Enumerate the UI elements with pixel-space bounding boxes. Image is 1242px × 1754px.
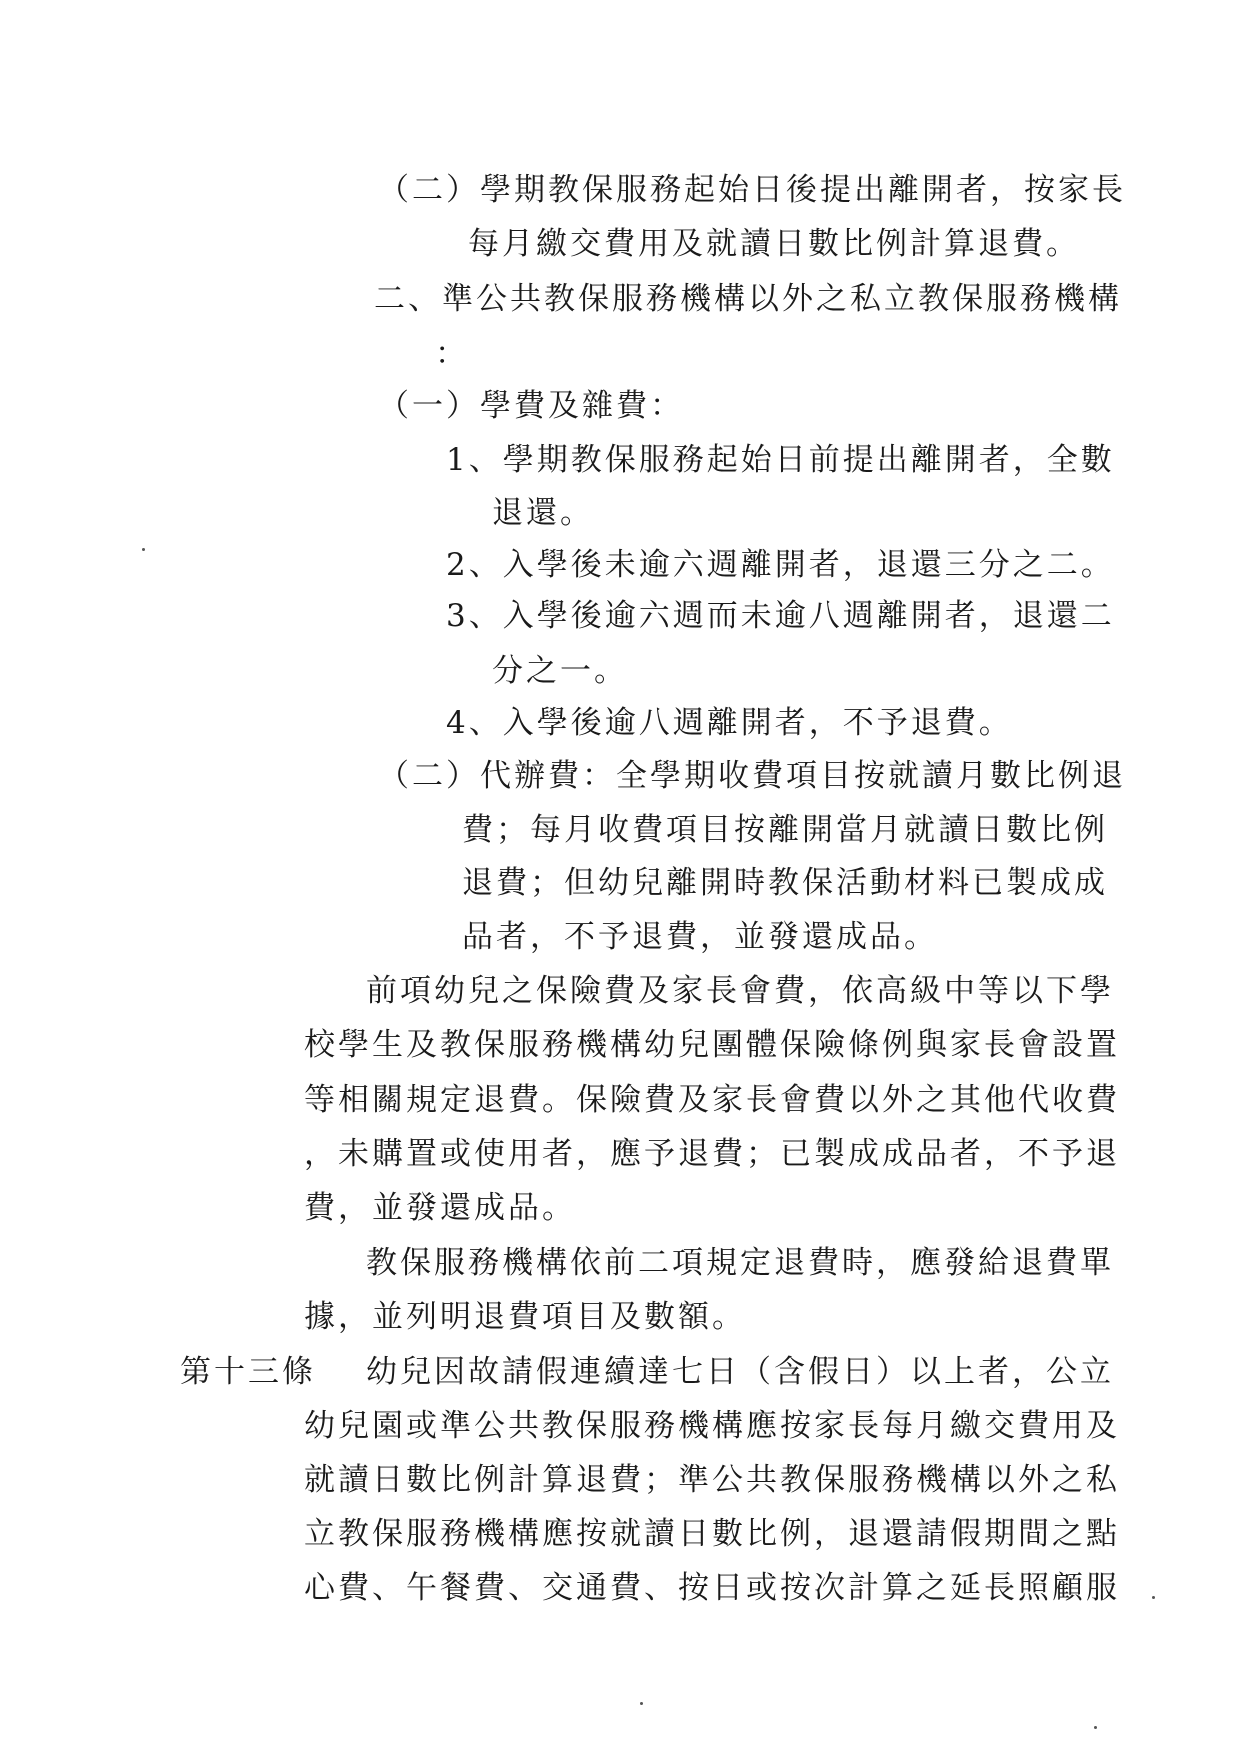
text-line: 幼兒因故請假連續達七日（含假日）以上者，公立: [366, 1354, 1114, 1390]
text-line: 校學生及教保服務機構幼兒團體保險條例與家長會設置: [304, 1027, 1120, 1063]
text-line: （二）學期教保服務起始日後提出離開者，按家長: [378, 172, 1126, 208]
scan-speck: [1152, 1596, 1155, 1599]
text-line: 每月繳交費用及就讀日數比例計算退費。: [468, 226, 1080, 262]
text-line: 退費；但幼兒離開時教保活動材料已製成成: [462, 865, 1108, 901]
text-line: 教保服務機構依前二項規定退費時，應發給退費單: [366, 1245, 1114, 1281]
text-line: （一）學費及雜費：: [378, 388, 684, 424]
text-line: 分之一。: [492, 653, 628, 689]
text-line: 心費、午餐費、交通費、按日或按次計算之延長照顧服: [304, 1570, 1120, 1606]
scan-speck: [640, 1702, 643, 1705]
text-line: 退還。: [492, 495, 594, 531]
text-line: ，未購置或使用者，應予退費；已製成成品者，不予退: [304, 1136, 1120, 1172]
text-line: ：: [435, 336, 469, 372]
text-line: 費；每月收費項目按離開當月就讀日數比例: [462, 812, 1108, 848]
article-label: 第十三條: [180, 1354, 316, 1390]
scan-speck: [1094, 1726, 1097, 1729]
text-line: 二、準公共教保服務機構以外之私立教保服務機構: [374, 281, 1122, 317]
text-line: 4、入學後逾八週離開者，不予退費。: [446, 705, 1013, 741]
text-line: （二）代辦費：全學期收費項目按就讀月數比例退: [378, 758, 1126, 794]
scan-speck: [142, 548, 145, 551]
text-line: 立教保服務機構應按就讀日數比例，退還請假期間之點: [304, 1516, 1120, 1552]
text-line: 幼兒園或準公共教保服務機構應按家長每月繳交費用及: [304, 1408, 1120, 1444]
text-line: 2、入學後未逾六週離開者，退還三分之二。: [446, 547, 1115, 583]
text-line: 就讀日數比例計算退費；準公共教保服務機構以外之私: [304, 1462, 1120, 1498]
text-line: 等相關規定退費。保險費及家長會費以外之其他代收費: [304, 1082, 1120, 1118]
text-line: 品者，不予退費，並發還成品。: [462, 919, 938, 955]
text-line: 費，並發還成品。: [304, 1190, 576, 1226]
text-line: 3、入學後逾六週而未逾八週離開者，退還二: [446, 598, 1115, 634]
text-line: 據，並列明退費項目及數額。: [304, 1299, 746, 1335]
text-line: 前項幼兒之保險費及家長會費，依高級中等以下學: [366, 973, 1114, 1009]
text-line: 1、學期教保服務起始日前提出離開者，全數: [446, 442, 1115, 478]
